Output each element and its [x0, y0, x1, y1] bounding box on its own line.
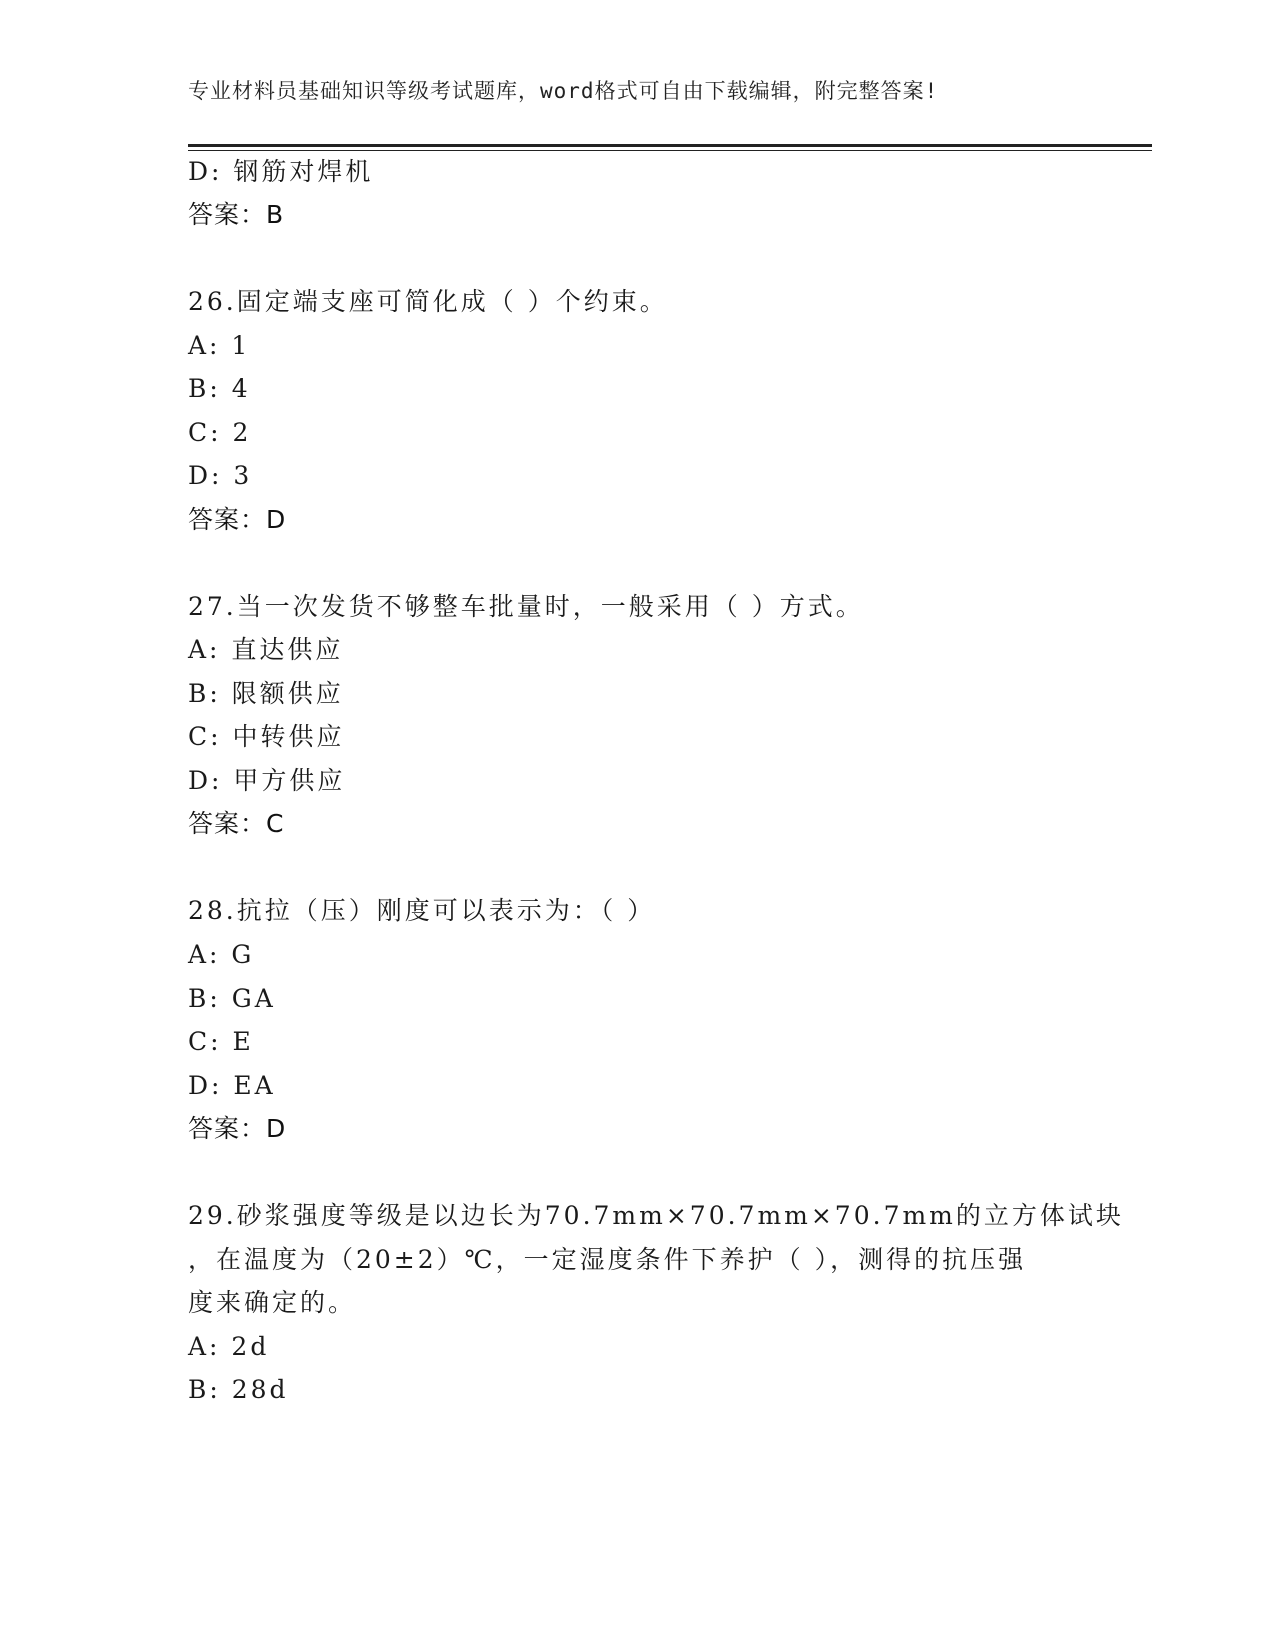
- question-28-option-b: B: GA: [188, 984, 276, 1013]
- question-27-option-c: C: 中转供应: [188, 722, 345, 751]
- header-rule-thick: [188, 144, 1152, 147]
- question-28-option-d: D: EA: [188, 1071, 276, 1100]
- prev-option-d: D: 钢筋对焊机: [188, 157, 374, 186]
- question-26-option-c: C: 2: [188, 418, 252, 447]
- question-26-option-a: A: 1: [188, 331, 251, 360]
- question-28-option-a: A: G: [188, 940, 255, 969]
- question-27-stem: 27.当一次发货不够整车批量时，一般采用（ ）方式。: [188, 592, 864, 621]
- question-26-option-b: B: 4: [188, 374, 251, 403]
- question-27-answer: 答案：C: [188, 809, 285, 838]
- page-header: 专业材料员基础知识等级考试题库，word格式可自由下载编辑，附完整答案!: [188, 79, 939, 103]
- question-28-stem: 28.抗拉（压）刚度可以表示为：（ ）: [188, 896, 656, 925]
- question-29-option-a: A: 2d: [188, 1332, 270, 1361]
- question-27-option-d: D: 甲方供应: [188, 766, 346, 795]
- question-29-stem-line-1: 29.砂浆强度等级是以边长为70.7mm×70.7mm×70.7mm的立方体试块: [188, 1201, 1124, 1230]
- question-26-option-d: D: 3: [188, 461, 253, 490]
- header-rule-thin: [188, 150, 1152, 151]
- question-26-answer: 答案：D: [188, 505, 287, 534]
- prev-answer: 答案：B: [188, 200, 285, 229]
- question-28-answer: 答案：D: [188, 1114, 287, 1143]
- question-27-option-b: B: 限额供应: [188, 679, 344, 708]
- question-29-stem-line-2: ，在温度为（20±2）℃，一定湿度条件下养护（ ），测得的抗压强: [188, 1245, 1027, 1274]
- question-29-stem-line-3: 度来确定的。: [188, 1288, 357, 1317]
- question-29-option-b: B: 28d: [188, 1375, 289, 1404]
- question-26-stem: 26.固定端支座可简化成（ ）个约束。: [188, 287, 668, 316]
- question-27-option-a: A: 直达供应: [188, 635, 344, 664]
- question-28-option-c: C: E: [188, 1027, 254, 1056]
